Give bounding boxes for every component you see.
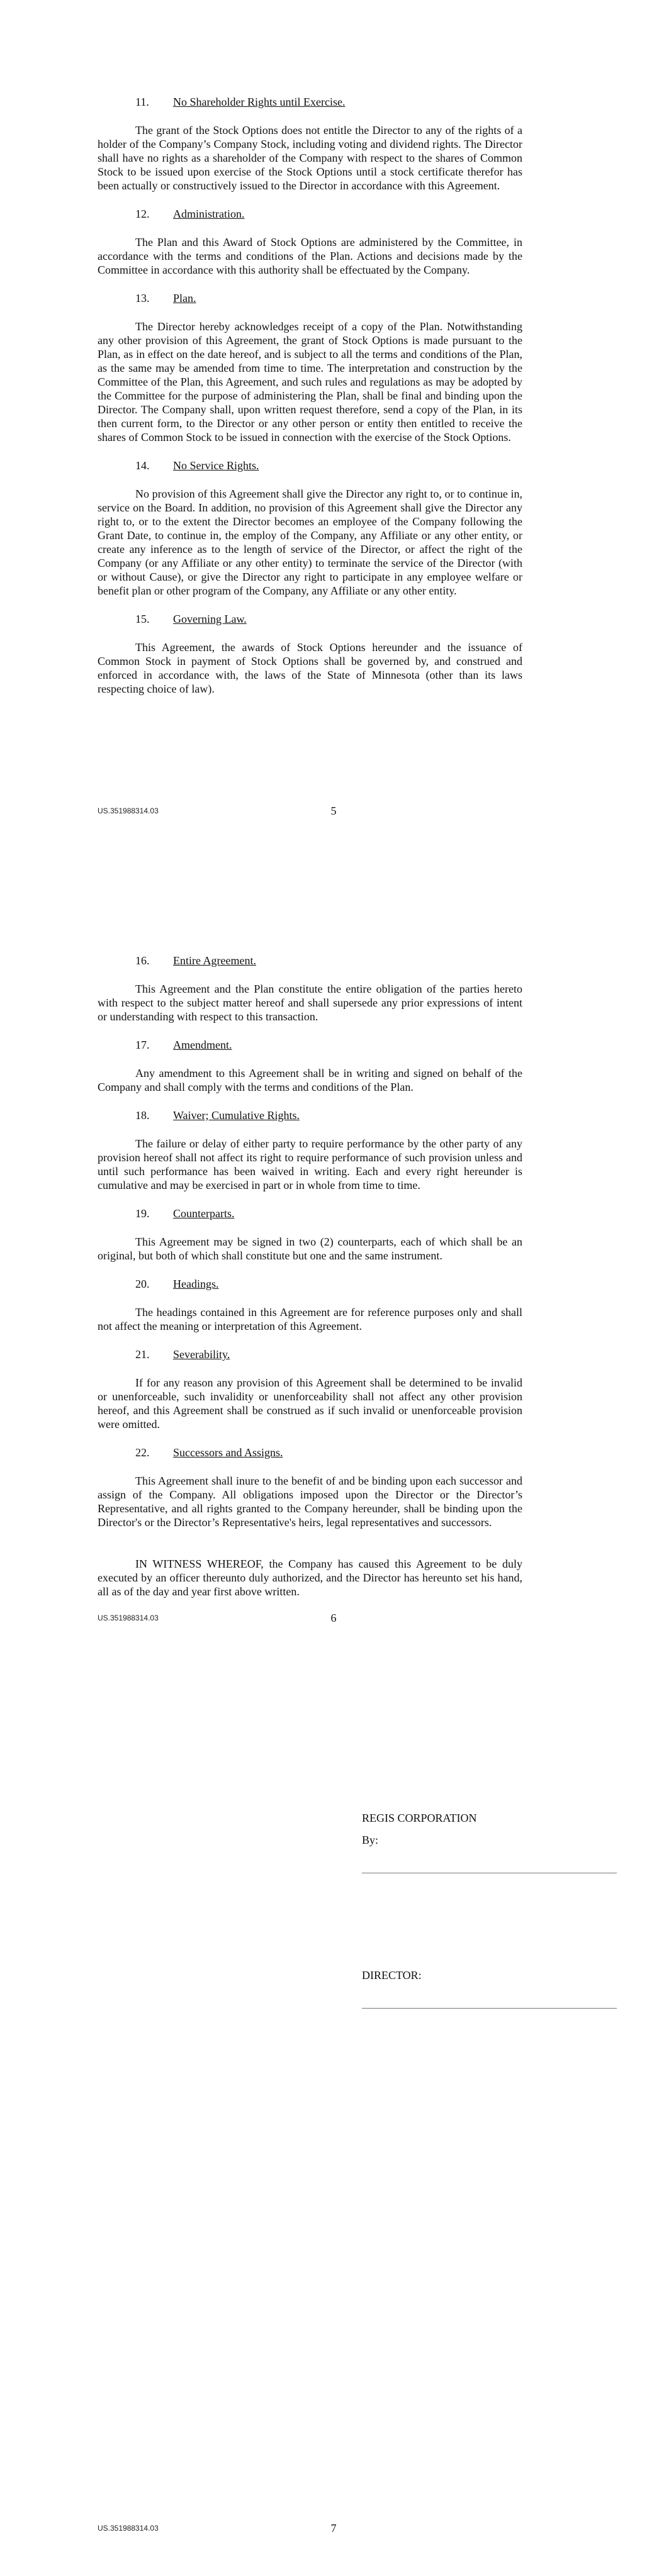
footer-document-id: US.351988314.03 — [98, 1614, 159, 1622]
section-number: 18. — [135, 1109, 150, 1122]
section-body: The headings contained in this Agreement are for reference purposes only and shall not affect the meaning or interpretation of this Agreement. — [98, 1306, 522, 1332]
witness-clause: IN WITNESS WHEREOF, the Company has caused this Agreement to be duly executed by an officer thereunto duly authorized, and the Director has hereunto set his hand, all as of the day and year first above written. — [98, 1558, 522, 1598]
section-heading — [98, 1445, 522, 1460]
section-12 — [98, 206, 522, 277]
section-21 — [98, 1347, 522, 1431]
section-20 — [98, 1276, 522, 1333]
section-number: 14. — [135, 459, 150, 472]
company-signature-line[interactable] — [362, 1872, 617, 1873]
section-number: 20. — [135, 1278, 150, 1290]
section-number: 13. — [135, 292, 150, 304]
footer-document-id: US.351988314.03 — [98, 2524, 159, 2533]
section-title: Entire Agreement. — [173, 954, 256, 967]
page-6-content — [98, 953, 522, 1612]
section-body: This Agreement may be signed in two (2) counterparts, each of which shall be an original, but both of which shall constitute but one and the same instrument. — [98, 1235, 522, 1262]
section-heading — [98, 1276, 522, 1291]
section-15 — [98, 611, 522, 696]
section-16 — [98, 953, 522, 1023]
section-number: 21. — [135, 1348, 150, 1361]
section-heading — [98, 1347, 522, 1362]
section-heading — [98, 94, 522, 109]
page-5 — [0, 0, 664, 859]
section-body: The grant of the Stock Options does not entitle the Director to any of the rights of a holder of the Company’s Company Stock, including voting and dividend rights. The Director shall have no rights as a shareholder of the Company with respect to the shares of Common Stock to be issued upon exercise of the Stock Options until a stock certificate therefor has been actually or constructively issued to the Director in accordance with this Agreement. — [98, 124, 522, 192]
section-body: No provision of this Agreement shall give the Director any right to, or to continue in, service on the Board. In addition, no provision of this Agreement shall give the Director any right to, or to the extent the Director becomes an employee of the Company following the Grant Date, to continue in, the employ of the Company, any Affiliate or any other entity, or create any inference as to the length of service of the Director, or affect the right of the Company (or any Affiliate or any other entity) to terminate the service of the Director (with or without Cause), or give the Director any right to participate in any employee welfare or benefit plan or other program of the Company, any Affiliate or any other entity. — [98, 488, 522, 597]
section-title: No Shareholder Rights until Exercise. — [173, 96, 346, 108]
section-body: The Plan and this Award of Stock Options are administered by the Committee, in accordance with the terms and conditions of the Plan. Actions and decisions made by the Committee in accordance with this authority shall be effectuated by the Company. — [98, 236, 522, 276]
page-7 — [0, 1717, 664, 2576]
section-number: 12. — [135, 208, 150, 220]
section-number: 16. — [135, 954, 150, 967]
section-13 — [98, 291, 522, 444]
section-body: This Agreement, the awards of Stock Options hereunder and the issuance of Common Stock in payment of Stock Options shall be governed by, and construed and enforced in accordance with, the laws of the State of Minnesota (other than its laws respecting choice of law). — [98, 641, 522, 695]
section-22 — [98, 1445, 522, 1529]
page-5-content — [98, 94, 522, 710]
section-number: 19. — [135, 1207, 150, 1220]
section-heading — [98, 291, 522, 306]
footer-page-number: 7 — [330, 2522, 337, 2534]
section-body: The Director hereby acknowledges receipt of a copy of the Plan. Notwithstanding any other provision of this Agreement, the grant of Stock Options is made pursuant to the Plan, as in effect on the date hereof, and is subject to all the terms and conditions of the Plan, as the same may be amended from time to time. The interpretation and construction by the Committee of the Plan, this Agreement, and such rules and regulations as may be adopted by the Committee for the purpose of administering the Plan, shall be final and binding upon the Director. The Company shall, upon written request therefore, send a copy of the Plan, in its then current form, to the Director or any other person or entity then entitled to receive the shares of Common Stock to be issued in connection with the exercise of the Stock Options. — [98, 320, 522, 443]
section-heading — [98, 1206, 522, 1221]
section-body: This Agreement and the Plan constitute the entire obligation of the parties hereto with respect to the subject matter hereof and shall supersede any prior expressions of intent or understanding with respect to this transaction. — [98, 983, 522, 1023]
footer-document-id: US.351988314.03 — [98, 806, 159, 815]
footer-page-number: 5 — [330, 805, 337, 817]
section-number: 11. — [135, 96, 149, 108]
section-19 — [98, 1206, 522, 1263]
section-title: No Service Rights. — [173, 459, 259, 472]
section-title: Severability. — [173, 1348, 230, 1361]
section-heading — [98, 953, 522, 968]
section-body: Any amendment to this Agreement shall be in writing and signed on behalf of the Company and shall comply with the terms and conditions of the Plan. — [98, 1067, 522, 1093]
section-number: 15. — [135, 613, 150, 625]
section-heading — [98, 206, 522, 221]
section-14 — [98, 458, 522, 598]
director-signature-line[interactable] — [362, 2007, 617, 2009]
section-18 — [98, 1108, 522, 1192]
section-heading — [98, 1037, 522, 1052]
by-label: By: — [362, 1834, 379, 1846]
company-name: REGIS CORPORATION — [362, 1812, 477, 1824]
section-body: This Agreement shall inure to the benefit of and be binding upon each successor and assign of the Company. All obligations imposed upon the Director or the Director’s Representative, and all rights granted to the Company hereunder, shall be binding upon the Director's or the Director’s Representative's heirs, legal representatives and successors. — [98, 1475, 522, 1529]
section-body: The failure or delay of either party to require performance by the other party of any provision hereof shall not affect its right to require performance of such provision unless and until such performance has been waived in writing. Each and every right hereunder is cumulative and may be exercised in part or in whole from time to time. — [98, 1137, 522, 1191]
section-17 — [98, 1037, 522, 1094]
director-signature-block — [362, 1969, 617, 2009]
section-heading — [98, 458, 522, 473]
section-title: Waiver; Cumulative Rights. — [173, 1109, 300, 1122]
section-number: 17. — [135, 1039, 150, 1051]
section-body: If for any reason any provision of this Agreement shall be determined to be invalid or unenforceable, such invalidity or unenforceability shall not affect any other provision hereof, and this Agreement shall be construed as if such invalid or unenforceable provision were omitted. — [98, 1376, 522, 1430]
section-title: Governing Law. — [173, 613, 247, 625]
section-heading — [98, 1108, 522, 1123]
director-label: DIRECTOR: — [362, 1969, 422, 1982]
section-title: Successors and Assigns. — [173, 1446, 283, 1459]
company-signature-block — [362, 1812, 617, 1873]
section-title: Headings. — [173, 1278, 219, 1290]
section-number: 22. — [135, 1446, 150, 1459]
section-title: Counterparts. — [173, 1207, 235, 1220]
section-title: Administration. — [173, 208, 245, 220]
section-title: Amendment. — [173, 1039, 232, 1051]
section-11 — [98, 94, 522, 192]
page-6 — [0, 859, 664, 1717]
section-heading — [98, 611, 522, 627]
footer-page-number: 6 — [330, 1612, 337, 1624]
section-title: Plan. — [173, 292, 196, 304]
